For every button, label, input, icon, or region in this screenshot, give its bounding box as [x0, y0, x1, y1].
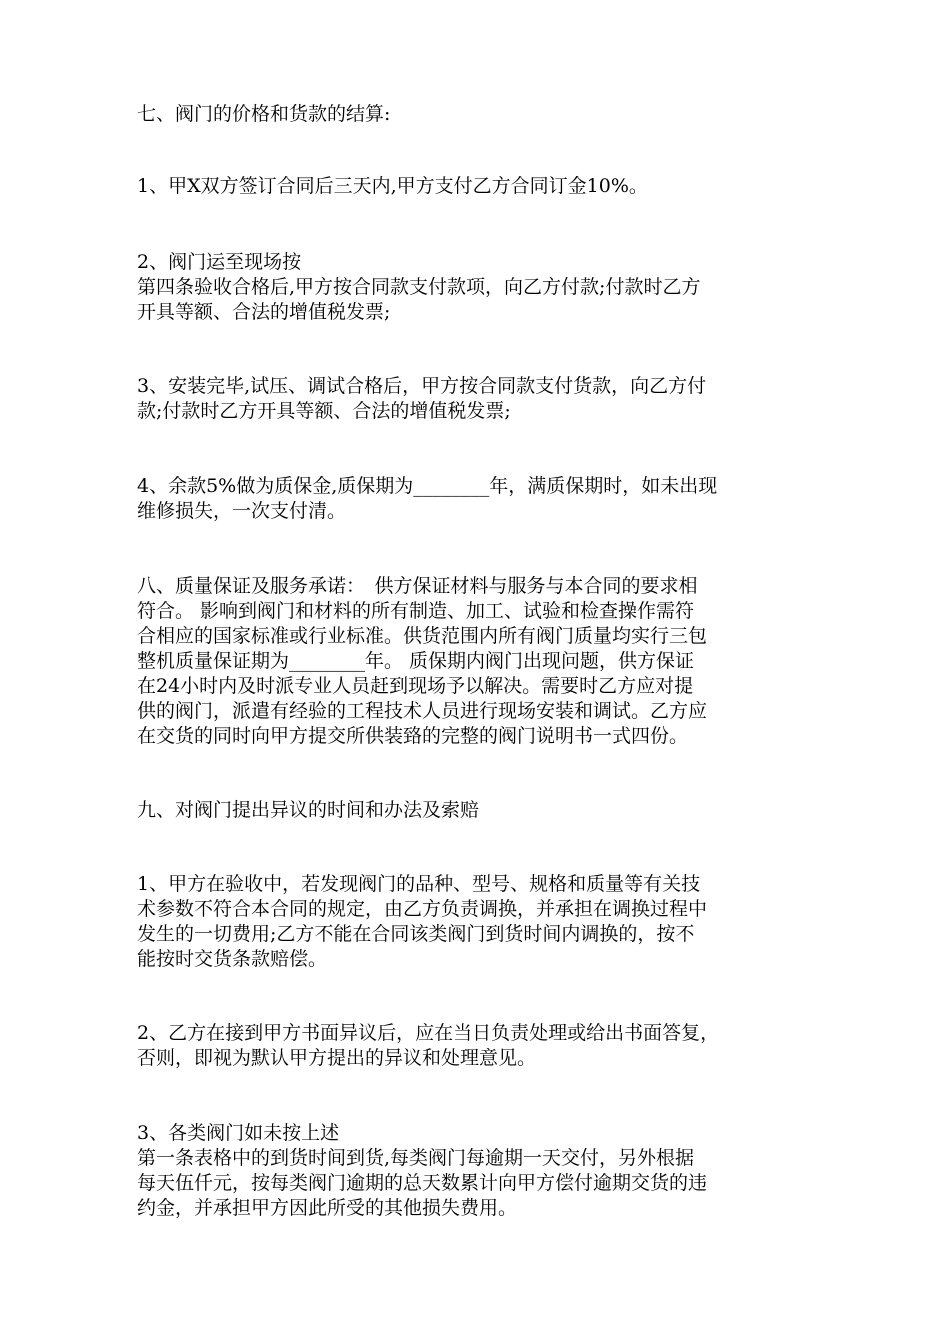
text-line: 在24小时内及时派专业人员赶到现场予以解决。需要时乙方应对提 [137, 675, 694, 697]
text-line: 1、甲X双方签订合同后三天内,甲方支付乙方合同订金10%。 [137, 175, 648, 197]
text-line: 款;付款时乙方开具等额、合法的增值税发票; [137, 400, 511, 422]
text-line: 供的阀门，派遣有经验的工程技术人员进行现场安装和调试。乙方应 [137, 700, 708, 722]
text-line: 约金，并承担甲方因此所受的其他损失费用。 [137, 1197, 518, 1219]
text-line: 第一条表格中的到货时间到货,每类阀门每逾期一天交付，另外根据 [137, 1147, 695, 1169]
section-9-heading [137, 798, 817, 823]
text-line: 每天伍仟元，按每类阀门逾期的总天数累计向甲方偿付逾期交货的违 [137, 1172, 708, 1194]
text-line: 九、对阀门提出异议的时间和办法及索赔 [137, 799, 480, 821]
text-line: 维修损失，一次支付清。 [137, 500, 347, 522]
text-line: 在交货的同时向甲方提交所供装臵的完整的阀门说明书一式四份。 [137, 725, 689, 747]
text-line: 发生的一切费用;乙方不能在合同该类阀门到货时间内调换的，按不 [137, 923, 695, 945]
text-line: 2、乙方在接到甲方书面异议后，应在当日负责处理或给出书面答复， [137, 1022, 720, 1044]
text-line: 符合。 影响到阀门和材料的所有制造、加工、试验和检查操作需符 [137, 600, 695, 622]
text-line: 1、甲方在验收中，若发现阀门的品种、型号、规格和质量等有关技 [137, 873, 701, 895]
clause-7-2 [137, 250, 817, 325]
text-line: 七、阀门的价格和货款的结算: [137, 103, 391, 125]
clause-9-2 [137, 1021, 817, 1071]
text-line: 3、安装完毕,试压、调试合格后，甲方按合同款支付货款，向乙方付 [137, 375, 707, 397]
text-line: 4、余款5%做为质保金,质保期为________年，满质保期时，如未出现 [137, 475, 718, 497]
text-line: 合相应的国家标准或行业标准。供货范围内所有阀门质量均实行三包 [137, 625, 708, 647]
text-line: 能按时交货条款赔偿。 [137, 948, 328, 970]
text-line: 八、质量保证及服务承诺： 供方保证材料与服务与本合同的要求相 [137, 575, 698, 597]
text-line: 3、各类阀门如未按上述 [137, 1122, 340, 1144]
clause-9-1 [137, 872, 817, 972]
text-line: 整机质量保证期为________年。 质保期内阀门出现问题，供方保证 [137, 650, 695, 672]
clause-7-3 [137, 374, 817, 424]
text-line: 开具等额、合法的增值税发票; [137, 301, 391, 323]
clause-7-1 [137, 174, 817, 199]
clause-7-4 [137, 474, 817, 524]
text-line: 2、阀门运至现场按 [137, 251, 302, 273]
section-7-heading [137, 102, 817, 127]
section-8-quality-guarantee [137, 574, 817, 749]
clause-9-3 [137, 1121, 817, 1221]
text-line: 术参数不符合本合同的规定，由乙方负责调换，并承担在调换过程中 [137, 898, 708, 920]
text-line: 第四条验收合格后,甲方按合同款支付款项，向乙方付款;付款时乙方 [137, 276, 701, 298]
text-line: 否则，即视为默认甲方提出的异议和处理意见。 [137, 1047, 537, 1069]
